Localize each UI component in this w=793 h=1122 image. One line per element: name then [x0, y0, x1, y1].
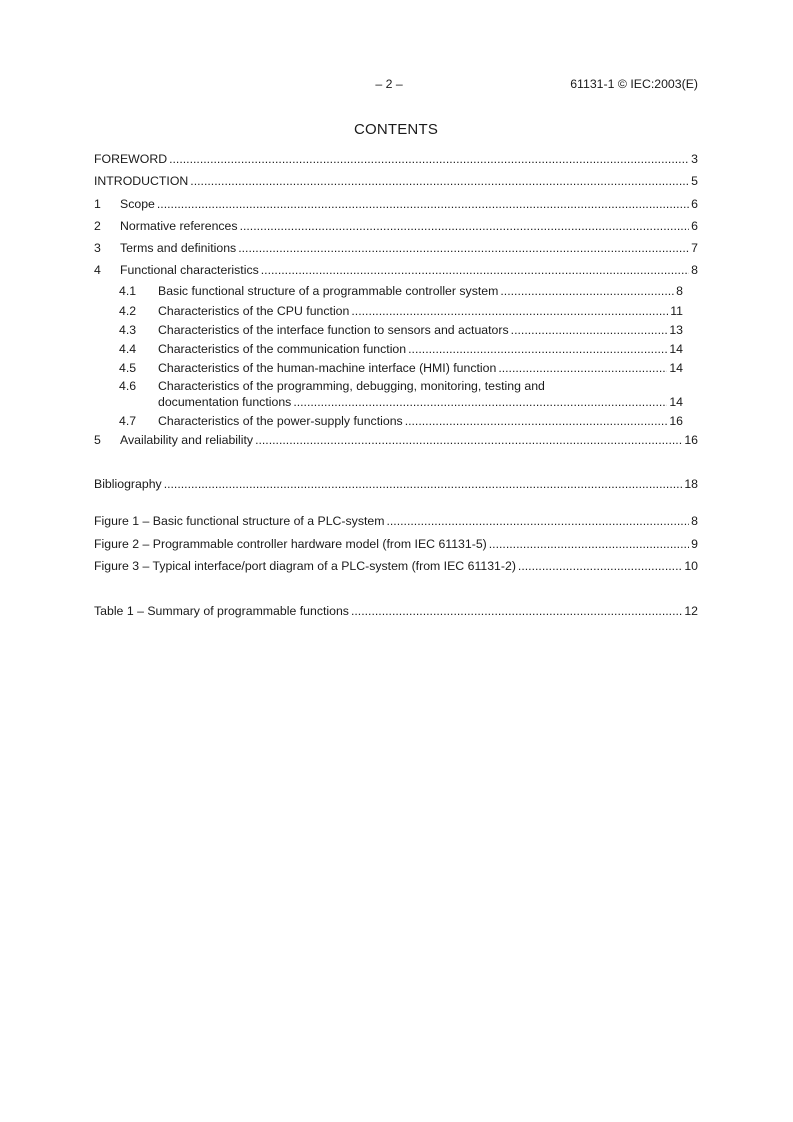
toc-entry-4-5[interactable]	[119, 360, 683, 376]
toc-label: Figure 1 – Basic functional structure of a PLC-system	[94, 514, 385, 528]
toc-entry-4-3[interactable]	[119, 322, 683, 338]
dot-leader	[405, 413, 668, 429]
toc-page: 11	[670, 304, 683, 318]
toc-entry-scope[interactable]	[94, 196, 698, 212]
toc-entry-4-6-second-line[interactable]	[158, 394, 683, 410]
toc-page: 16	[684, 433, 698, 447]
toc-number: 4.2	[119, 304, 137, 318]
toc-entry-4-2[interactable]	[119, 303, 683, 319]
toc-page: 18	[684, 477, 698, 491]
toc-page: 14	[669, 361, 683, 375]
toc-label: FOREWORD	[94, 152, 168, 166]
document-reference: 61131-1 © IEC:2003(E)	[570, 77, 698, 91]
toc-entry-4-4[interactable]	[119, 341, 683, 357]
toc-number: 4.7	[119, 414, 137, 428]
toc-label: INTRODUCTION	[94, 174, 189, 188]
toc-label: Characteristics of the human-machine interface (HMI) function	[158, 361, 497, 375]
toc-page: 6	[691, 219, 698, 233]
toc-number: 4.1	[119, 284, 137, 298]
page-number: – 2 –	[375, 77, 403, 91]
toc-page: 12	[684, 604, 698, 618]
dot-leader	[498, 360, 667, 376]
toc-label: Characteristics of the communication function	[158, 342, 407, 356]
dot-leader	[518, 558, 682, 574]
dot-leader	[351, 303, 668, 319]
toc-page: 9	[691, 537, 698, 551]
dot-leader	[500, 283, 674, 299]
toc-label: Table 1 – Summary of programmable functions	[94, 604, 349, 618]
toc-number: 5	[94, 433, 101, 447]
toc-label: Characteristics of the programming, debugging, monitoring, testing and	[158, 379, 545, 393]
toc-label: documentation functions	[158, 395, 292, 409]
toc-label: Figure 3 – Typical interface/port diagram of a PLC-system (from IEC 61131-2)	[94, 559, 516, 573]
toc-page: 14	[669, 342, 683, 356]
toc-label: Characteristics of the CPU function	[158, 304, 350, 318]
dot-leader	[351, 603, 682, 619]
toc-label: Characteristics of the power-supply functions	[158, 414, 403, 428]
dot-leader	[261, 262, 689, 278]
page-header	[94, 77, 698, 93]
toc-entry-4-1[interactable]	[119, 283, 683, 299]
toc-label: Terms and definitions	[120, 241, 237, 255]
dot-leader	[169, 151, 689, 167]
toc-label: Availability and reliability	[120, 433, 254, 447]
page-title: CONTENTS	[353, 121, 439, 138]
toc-entry-4-7[interactable]	[119, 413, 683, 429]
dot-leader	[190, 173, 689, 189]
toc-number: 4.6	[119, 379, 137, 393]
toc-entry-normative-references[interactable]	[94, 218, 698, 234]
toc-page: 14	[669, 395, 683, 409]
toc-entry-figure-2[interactable]	[94, 536, 698, 552]
toc-label: Figure 2 – Programmable controller hardware model (from IEC 61131-5)	[94, 537, 487, 551]
dot-leader	[157, 196, 689, 212]
toc-entry-bibliography[interactable]	[94, 476, 698, 492]
toc-label: Basic functional structure of a programmable controller system	[158, 284, 499, 298]
toc-page: 8	[676, 284, 683, 298]
dot-leader	[238, 240, 689, 256]
dot-leader	[386, 513, 689, 529]
dot-leader	[293, 394, 667, 410]
toc-entry-figure-3[interactable]	[94, 558, 698, 574]
toc-label: Normative references	[120, 219, 238, 233]
toc-page: 7	[691, 241, 698, 255]
toc-page: 6	[691, 197, 698, 211]
toc-page: 5	[691, 174, 698, 188]
dot-leader	[164, 476, 683, 492]
toc-entry-terms-definitions[interactable]	[94, 240, 698, 256]
dot-leader	[489, 536, 689, 552]
toc-number: 3	[94, 241, 101, 255]
toc-number: 4.5	[119, 361, 137, 375]
dot-leader	[255, 432, 682, 448]
toc-number: 4	[94, 263, 101, 277]
toc-number: 2	[94, 219, 101, 233]
toc-entry-availability-reliability[interactable]	[94, 432, 698, 448]
toc-entry-functional-characteristics[interactable]	[94, 262, 698, 278]
toc-label: Characteristics of the interface function to sensors and actuators	[158, 323, 509, 337]
toc-label: Functional characteristics	[120, 263, 259, 277]
toc-number: 4.3	[119, 323, 137, 337]
toc-page: 8	[691, 263, 698, 277]
dot-leader	[240, 218, 690, 234]
toc-page: 10	[684, 559, 698, 573]
toc-entry-introduction[interactable]	[94, 173, 698, 189]
toc-entry-figure-1[interactable]	[94, 513, 698, 529]
dot-leader	[408, 341, 667, 357]
toc-page: 8	[691, 514, 698, 528]
toc-page: 16	[669, 414, 683, 428]
toc-number: 1	[94, 197, 101, 211]
toc-entry-table-1[interactable]	[94, 603, 698, 619]
toc-label: Bibliography	[94, 477, 162, 491]
toc-entry-foreword[interactable]	[94, 151, 698, 167]
toc-number: 4.4	[119, 342, 137, 356]
toc-page: 3	[691, 152, 698, 166]
dot-leader	[511, 322, 668, 338]
toc-page: 13	[669, 323, 683, 337]
toc-label: Scope	[120, 197, 155, 211]
toc-entry-4-6-first-line[interactable]	[119, 378, 545, 394]
